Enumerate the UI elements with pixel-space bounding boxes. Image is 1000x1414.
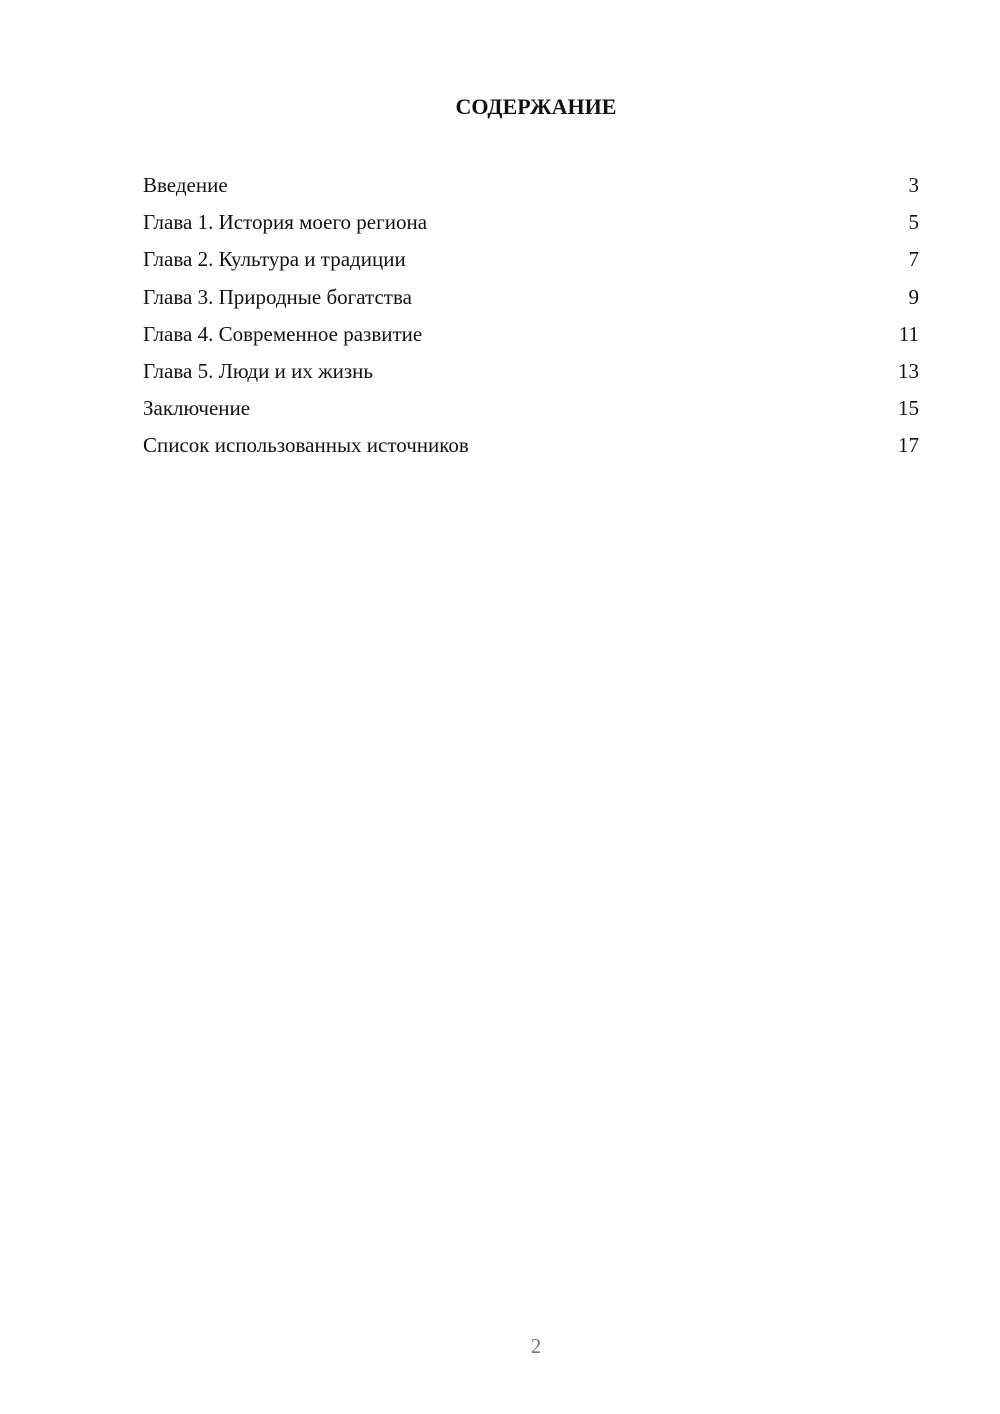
toc-entry-label: Заключение xyxy=(143,396,251,421)
toc-entry-label: Глава 2. Культура и традиции xyxy=(143,247,406,272)
toc-entry-chapter-4 xyxy=(143,319,919,356)
toc-entry-label: Глава 1. История моего региона xyxy=(143,210,428,235)
toc-entry-page: 15 xyxy=(898,396,919,421)
page-number: 2 xyxy=(530,1334,542,1358)
toc-entry-chapter-5 xyxy=(143,356,919,393)
page-title: СОДЕРЖАНИЕ xyxy=(455,94,617,119)
toc-entry-label: Глава 5. Люди и их жизнь xyxy=(143,358,373,383)
toc-entry-references xyxy=(143,430,919,467)
toc-entry-conclusion xyxy=(143,393,919,430)
toc-entry-page: 13 xyxy=(898,358,919,383)
toc-entry-chapter-3 xyxy=(143,282,919,319)
toc-entry-label: Глава 4. Современное развитие xyxy=(143,321,423,346)
toc-entry-label: Список использованных источников xyxy=(143,433,469,458)
toc-entry-page: 3 xyxy=(908,173,919,197)
toc-entry-page: 9 xyxy=(908,284,919,309)
toc-entry-label: Введение xyxy=(143,173,228,197)
toc-entry-chapter-2 xyxy=(143,244,919,281)
toc-entry-page: 5 xyxy=(908,210,919,235)
toc-entry-label: Глава 3. Природные богатства xyxy=(143,284,412,309)
toc-entry-page: 7 xyxy=(908,247,919,272)
table-of-contents xyxy=(143,170,919,468)
toc-entry-introduction xyxy=(143,170,919,207)
toc-entry-page: 11 xyxy=(898,321,919,346)
toc-entry-chapter-1 xyxy=(143,207,919,244)
toc-entry-page: 17 xyxy=(898,433,919,458)
